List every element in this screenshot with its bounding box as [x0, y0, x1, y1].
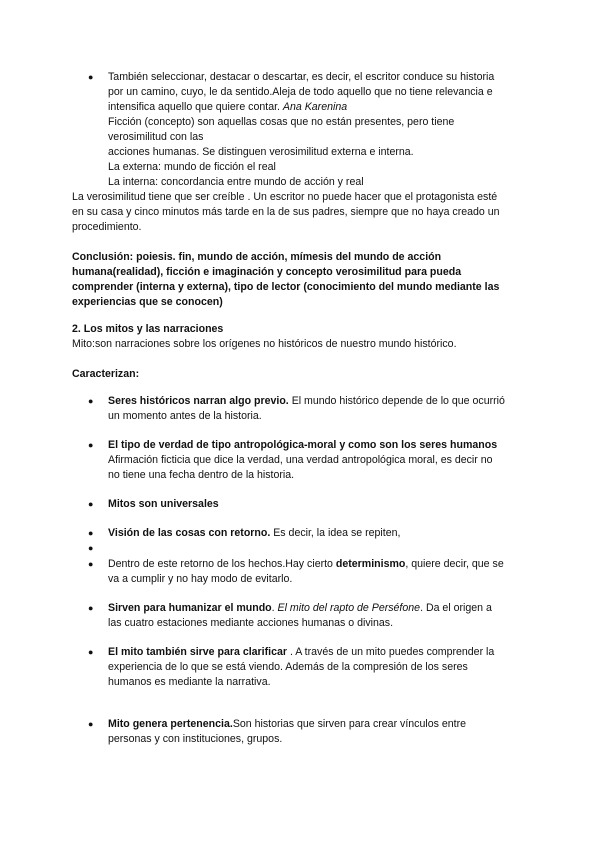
item-bold: Seres históricos narran algo previo. [108, 395, 289, 407]
text-span: Dentro de este retorno de los hechos.Hay cierto [108, 558, 336, 570]
item-bold: El mito también sirve para clarificar [108, 646, 287, 658]
list-item-clarificar [108, 645, 528, 690]
list-item-humanizar [108, 601, 528, 631]
bullet-icon: ● [88, 499, 94, 509]
item-bold: El tipo de verdad de tipo antropológica-moral y como son los seres humanos [108, 439, 498, 451]
bullet-icon: ● [88, 72, 94, 82]
text-line: verosimilitud con las [108, 131, 204, 143]
list-item-seres [108, 394, 528, 424]
list-item-verdad [108, 438, 528, 483]
text-line [108, 601, 528, 616]
verosimilitud-paragraph [72, 190, 532, 235]
text-line: También seleccionar, destacar o descartar, es decir, el escritor conduce su historia [108, 71, 495, 83]
text-line [108, 717, 528, 732]
text-line: un momento antes de la historia. [108, 410, 262, 422]
text-line: La externa: mundo de ficción el real [108, 161, 276, 173]
text-line: no tiene una fecha dentro de la historia. [108, 469, 295, 481]
text-span: . [271, 602, 278, 614]
list-item-universales [108, 497, 528, 512]
text-line: Conclusión: poiesis. fin, mundo de acción, mímesis del mundo de acción [72, 251, 442, 263]
text-span: El mundo histórico depende de lo que ocurrió [288, 395, 505, 407]
text-line [108, 557, 528, 572]
book-title: Ana Karenina [282, 101, 348, 113]
text-span: intensifica aquello que quiere contar. [108, 101, 283, 113]
bullet-icon: ● [88, 440, 94, 450]
text-line [108, 100, 528, 115]
text-line: Afirmación ficticia que dice la verdad, una verdad antropológica moral, es decir no [108, 454, 493, 466]
text-line [108, 394, 528, 409]
text-span: . Da el origen a [420, 602, 492, 614]
text-line: procedimiento. [72, 221, 142, 233]
item-bold: Visión de las cosas con retorno. [108, 527, 271, 539]
text-line [108, 526, 528, 541]
text-span: . A través de un mito puedes comprender la [287, 646, 495, 658]
bullet-icon: ● [88, 543, 94, 553]
item-bold: Mitos son universales [108, 498, 219, 510]
bullet-icon: ● [88, 603, 94, 613]
text-line: va a cumplir y no hay modo de evitarlo. [108, 573, 293, 585]
text-line: experiencias que se conocen) [72, 296, 223, 308]
list-item-retorno [108, 526, 528, 541]
text-line: en su casa y cinco minutos más tarde en la de sus padres, siempre que no haya creado un [72, 206, 500, 218]
intro-bullet-item [108, 70, 528, 190]
item-bold: Sirven para humanizar el mundo [108, 602, 272, 614]
bullet-icon: ● [88, 559, 94, 569]
text-line: experiencia de lo que se está viendo. Además de la compresión de los seres [108, 661, 468, 673]
text-line: por un camino, cuyo, le da sentido.Aleja de todo aquello que no tiene relevancia e [108, 86, 493, 98]
text-line: las cuatro estaciones mediante acciones humanas o divinas. [108, 617, 394, 629]
definition-line: Mito:son narraciones sobre los orígenes no históricos de nuestro mundo histórico. [72, 338, 457, 350]
item-bold: determinismo [335, 558, 406, 570]
text-line: humana(realidad), ficción e imaginación y concepto verosimilitud para pueda [72, 266, 462, 278]
text-span: Son historias que sirven para crear vínculos entre [232, 718, 466, 730]
text-line: La verosimilitud tiene que ser creíble . Un escritor no puede hacer que el protagonista esté [72, 191, 498, 203]
text-line [108, 645, 528, 660]
text-line: personas y con instituciones, grupos. [108, 733, 283, 745]
text-line: Ficción (concepto) son aquellas cosas que no están presentes, pero tiene [108, 116, 455, 128]
conclusion-paragraph [72, 250, 532, 310]
item-bold: Mito genera pertenencia. [108, 718, 233, 730]
text-span: Es decir, la idea se repiten, [270, 527, 401, 539]
list-item-determinismo [108, 557, 528, 587]
section-2 [72, 322, 532, 352]
bullet-icon: ● [88, 719, 94, 729]
section-heading: 2. Los mitos y las narraciones [72, 323, 224, 335]
bullet-icon: ● [88, 647, 94, 657]
text-line: La interna: concordancia entre mundo de acción y real [108, 176, 364, 188]
bullet-icon: ● [88, 396, 94, 406]
list-item-pertenencia [108, 717, 528, 747]
myth-title: El mito del rapto de Perséfone [277, 602, 421, 614]
text-line: humanos es mediante la narrativa. [108, 676, 271, 688]
bullet-icon: ● [88, 528, 94, 538]
text-line: acciones humanas. Se distinguen verosimilitud externa e interna. [108, 146, 414, 158]
text-line: comprender (interna y externa), tipo de lector (conocimiento del mundo mediante las [72, 281, 500, 293]
text-span: , quiere decir, que se [405, 558, 504, 570]
caracterizan-heading: Caracterizan: [72, 368, 140, 380]
